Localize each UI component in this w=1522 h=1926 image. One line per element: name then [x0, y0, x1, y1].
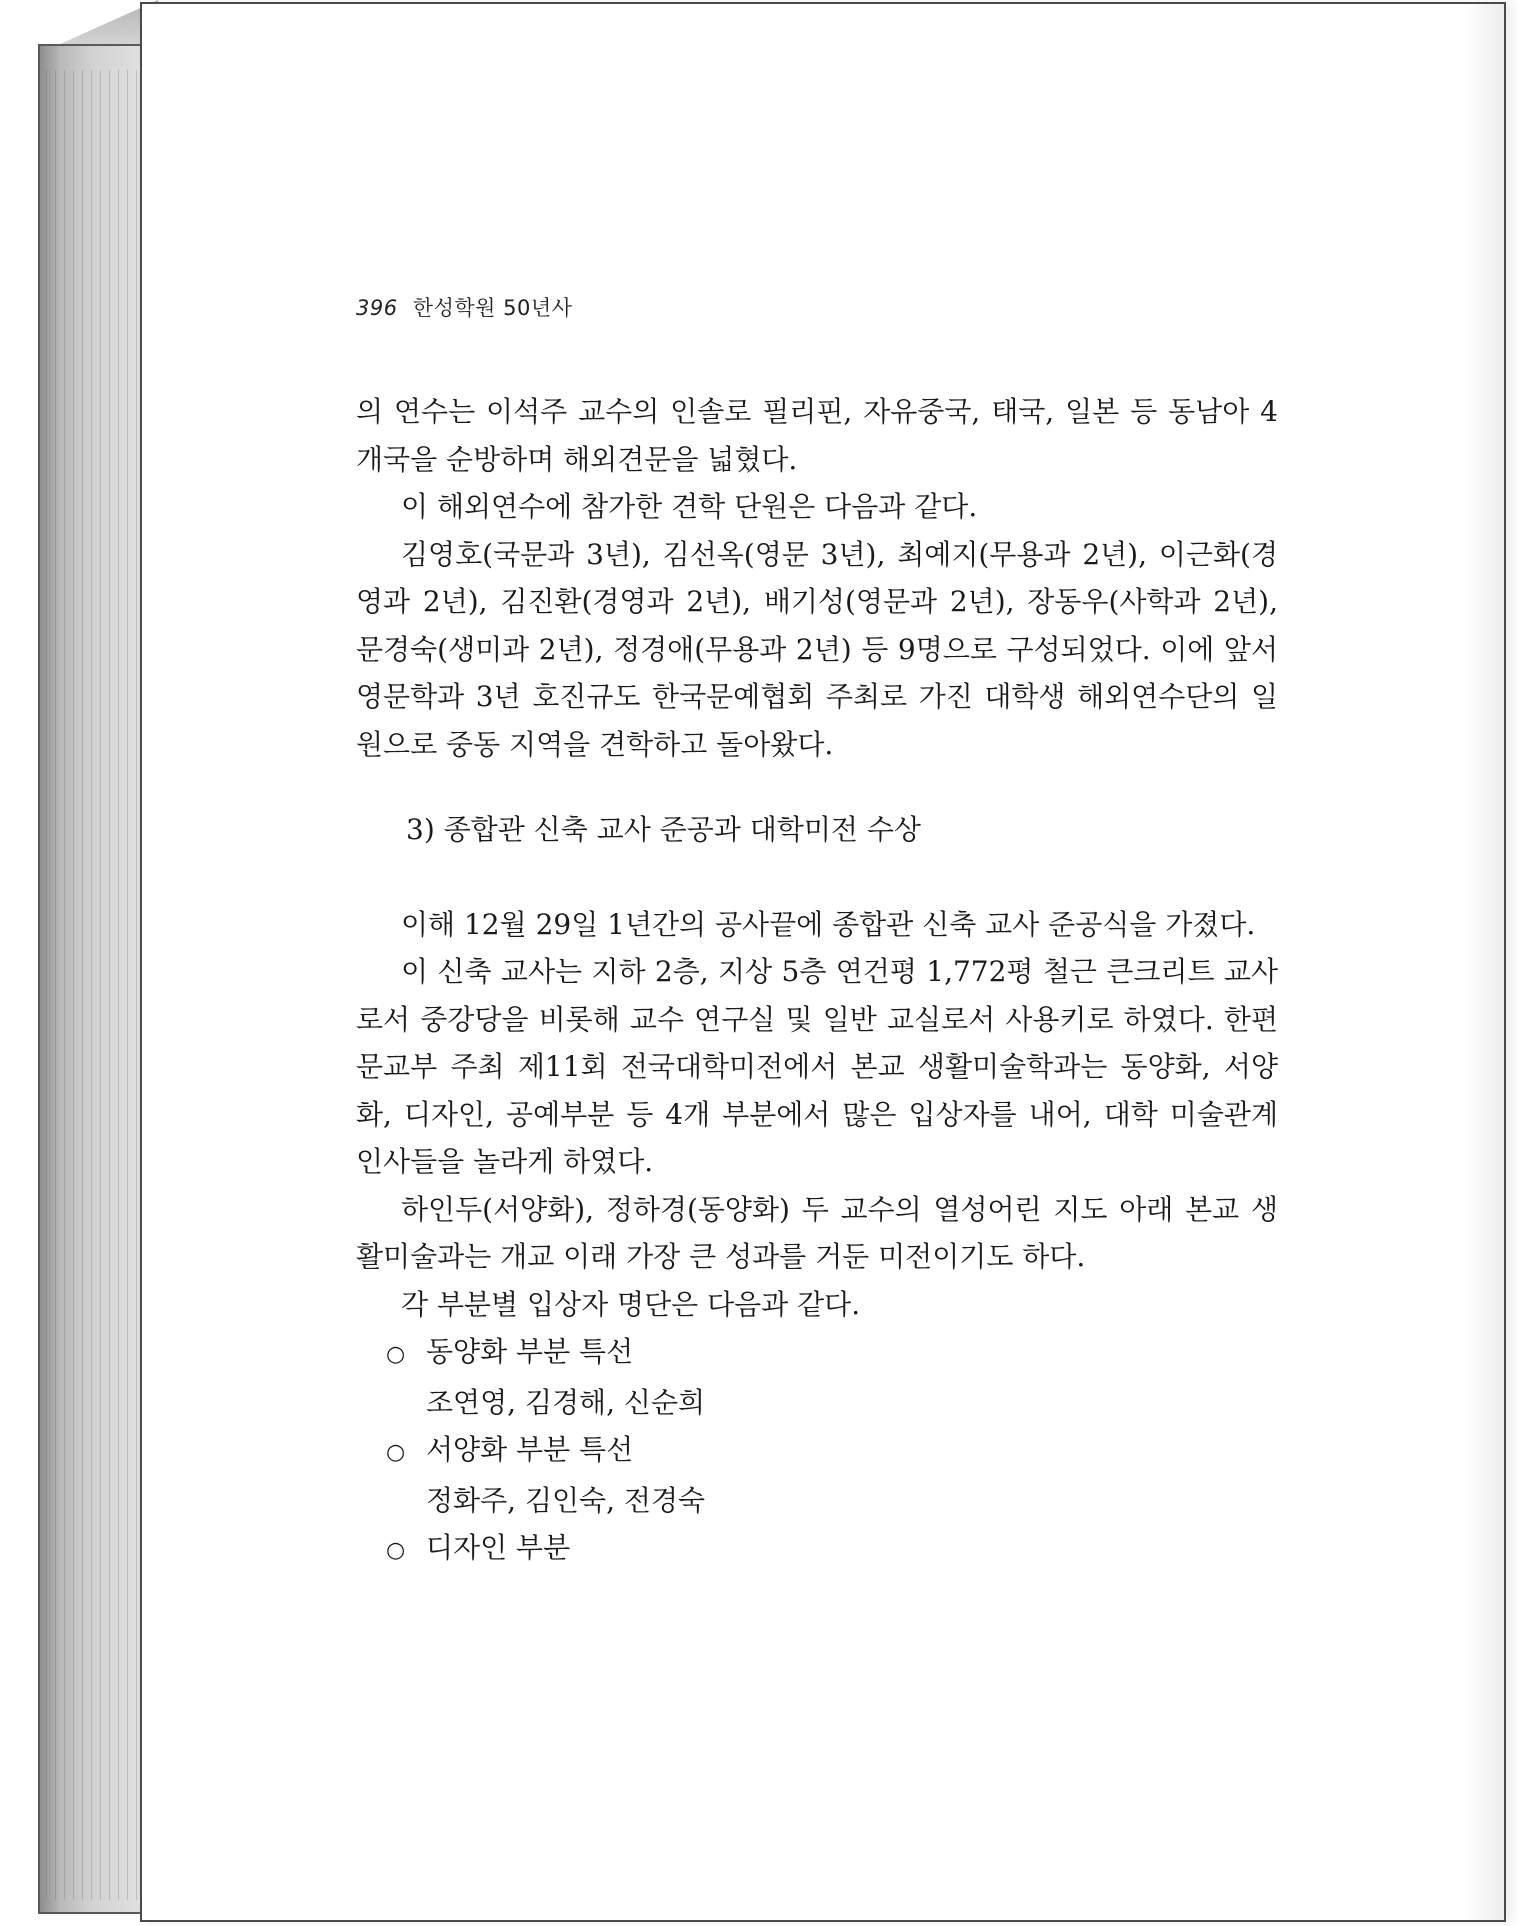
award-category-western — [356, 1426, 1278, 1477]
paragraph-1: 의 연수는 이석주 교수의 인솔로 필리핀, 자유중국, 태국, 일본 등 동남아 4개국을 순방하며 해외견문을 넓혔다. — [356, 395, 1278, 476]
body-text — [356, 388, 1278, 1575]
award-category-label: 동양화 부분 특선 — [426, 1335, 634, 1368]
award-category-design — [356, 1524, 1278, 1575]
paragraph-6: 하인두(서양화), 정하경(동양화) 두 교수의 열성어린 지도 아래 본교 생활미술과는 개교 이래 가장 큰 성과를 거둔 미전이기도 하다. — [356, 1192, 1278, 1273]
circle-bullet-icon: ○ — [386, 1342, 406, 1367]
paragraph-4: 이해 12월 29일 1년간의 공사끝에 종합관 신축 교사 준공식을 가졌다. — [401, 907, 1256, 941]
paragraph-2: 이 해외연수에 참가한 견학 단원은 다음과 같다. — [401, 490, 978, 523]
book-title: 한성학원 50년사 — [412, 296, 573, 320]
award-category-oriental — [356, 1328, 1278, 1379]
award-category-label: 디자인 부분 — [426, 1531, 571, 1564]
award-category-label: 서양화 부분 특선 — [426, 1433, 634, 1466]
award-names-western: 정화주, 김인숙, 전경숙 — [426, 1483, 706, 1517]
paragraph-5: 이 신축 교사는 지하 2층, 지상 5층 연건평 1,772평 철근 큰크리트 교사로서 중강당을 비롯해 교수 연구실 및 일반 교실로서 사용키로 하였다. 한편 문교부 주최 제11회 전국대학미전에서 본교 생활미술학과는 동양화, 서양화, 디자인, 공예부분 등 4개 부분에서 많은 입상자를 내어, 대학 미술관계 인사들을 놀라게 하였다. — [356, 955, 1278, 1178]
page-number: 396 — [356, 296, 398, 320]
circle-bullet-icon: ○ — [386, 1440, 406, 1465]
circle-bullet-icon: ○ — [386, 1538, 406, 1563]
section-title: 3) 종합관 신축 교사 준공과 대학미전 수상 — [406, 813, 921, 846]
running-header — [356, 292, 572, 322]
paragraph-7: 각 부분별 입상자 명단은 다음과 같다. — [401, 1287, 861, 1321]
paragraph-3: 김영호(국문과 3년), 김선옥(영문 3년), 최예지(무용과 2년), 이근화(경영과 2년), 김진환(경영과 2년), 배기성(영문과 2년), 장동우(사학과 2년), 문경숙(생미과 2년), 정경애(무용과 2년) 등 9명으로 구성되었다. 이에 앞서 영문학과 3년 호진규도 한국문예협회 주최로 가진 대학생 해외연수단의 일원으로 중동 지역을 견학하고 돌아왔다. — [356, 537, 1278, 761]
page-shadow — [1464, 4, 1504, 1920]
award-names-oriental: 조연영, 김경해, 신순희 — [426, 1385, 706, 1419]
book-page-edge-lines — [46, 70, 146, 1900]
